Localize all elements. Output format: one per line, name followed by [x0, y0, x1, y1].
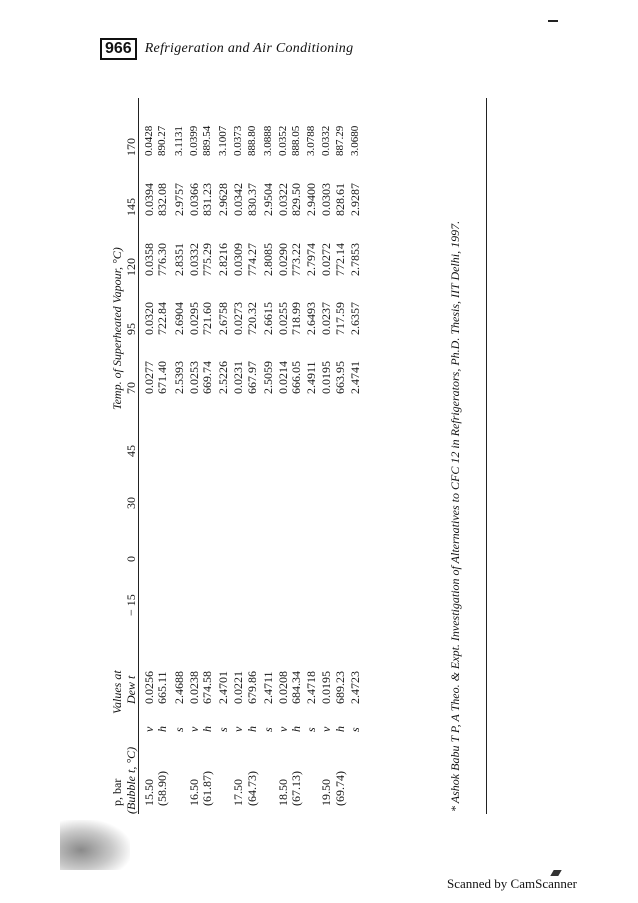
table-row [261, 98, 275, 814]
temp-col-header: 95 [124, 323, 138, 335]
value-145: 0.0303 [319, 183, 333, 216]
bottom-rule [486, 98, 487, 814]
value-145: 829.50 [289, 183, 303, 216]
dew-value: 674.58 [200, 671, 214, 704]
row-pressure: (69.74) [333, 771, 347, 806]
value-120: 2.8351 [172, 243, 186, 276]
temp-col-header: − 15 [124, 594, 138, 616]
value-70: 663.95 [333, 361, 347, 394]
row-property: h [200, 726, 214, 732]
value-120: 0.0290 [276, 243, 290, 276]
dew-value: 0.0256 [142, 671, 156, 704]
value-70: 0.0214 [276, 361, 290, 394]
table-row [172, 98, 186, 814]
dew-value: 2.4701 [216, 671, 230, 704]
table-row [348, 98, 362, 814]
row-pressure: (67.13) [289, 771, 303, 806]
dew-value: 0.0195 [319, 671, 333, 704]
value-170: 3.0888 [262, 125, 274, 156]
value-120: 2.7974 [304, 243, 318, 276]
dew-value: 0.0208 [276, 671, 290, 704]
value-170: 0.0373 [232, 125, 244, 156]
col-header-values-at: Values at [110, 670, 124, 714]
row-pressure: 17.50 [231, 779, 245, 806]
table-row [289, 98, 303, 814]
value-145: 830.37 [245, 183, 259, 216]
value-170: 888.80 [246, 125, 258, 156]
value-170: 0.0332 [320, 125, 332, 156]
col-header-p: p, bar [110, 778, 124, 806]
row-property: s [172, 727, 186, 732]
dew-value: 0.0221 [231, 671, 245, 704]
value-145: 2.9400 [304, 183, 318, 216]
row-property: v [276, 726, 290, 732]
temp-col-header: 70 [124, 382, 138, 394]
value-70: 669.74 [200, 361, 214, 394]
value-145: 2.9757 [172, 183, 186, 216]
dew-value: 2.4718 [304, 671, 318, 704]
row-pressure: 19.50 [319, 779, 333, 806]
row-property: v [319, 726, 333, 732]
value-70: 2.4911 [304, 361, 318, 394]
col-header-bubble: (Bubble t, °C) [124, 746, 138, 814]
value-120: 773.22 [289, 243, 303, 276]
dew-value: 689.23 [333, 671, 347, 704]
table-row [276, 98, 290, 814]
row-property: h [333, 726, 347, 732]
col-header-dew: Dew t [124, 675, 138, 704]
dew-value: 2.4711 [261, 671, 275, 704]
value-95: 720.32 [245, 302, 259, 335]
value-120: 0.0272 [319, 243, 333, 276]
value-95: 2.6357 [348, 302, 362, 335]
value-95: 2.6904 [172, 302, 186, 335]
value-145: 832.08 [155, 183, 169, 216]
table-row [231, 98, 245, 814]
table-row [304, 98, 318, 814]
value-120: 0.0309 [231, 243, 245, 276]
table-row [142, 98, 156, 814]
value-170: 3.0680 [349, 125, 361, 156]
value-95: 717.59 [333, 302, 347, 335]
value-70: 671.40 [155, 361, 169, 394]
value-120: 772.14 [333, 243, 347, 276]
value-145: 0.0322 [276, 183, 290, 216]
value-170: 0.0428 [143, 125, 155, 156]
value-170: 3.0788 [305, 125, 317, 156]
dew-value: 665.11 [155, 671, 169, 704]
value-70: 2.4741 [348, 361, 362, 394]
value-95: 718.99 [289, 302, 303, 335]
temp-col-header: 0 [124, 556, 138, 562]
table-row [216, 98, 230, 814]
row-property: v [231, 726, 245, 732]
value-70: 0.0231 [231, 361, 245, 394]
col-header-superheat: Temp. of Superheated Vapour, °C) [110, 247, 124, 410]
row-property: s [348, 727, 362, 732]
row-pressure: (64.73) [245, 771, 259, 806]
value-170: 0.0352 [277, 125, 289, 156]
value-170: 887.29 [334, 125, 346, 156]
value-145: 831.23 [200, 183, 214, 216]
value-95: 721.60 [200, 302, 214, 335]
value-145: 2.9628 [216, 183, 230, 216]
value-170: 3.1007 [217, 125, 229, 156]
value-120: 774.27 [245, 243, 259, 276]
value-120: 2.8085 [261, 243, 275, 276]
row-pressure: 15.50 [142, 779, 156, 806]
dew-value: 679.86 [245, 671, 259, 704]
value-145: 0.0342 [231, 183, 245, 216]
temp-col-header: 120 [124, 258, 138, 276]
value-170: 0.0399 [188, 125, 200, 156]
value-120: 0.0332 [187, 243, 201, 276]
table-row [333, 98, 347, 814]
value-70: 2.5393 [172, 361, 186, 394]
dew-value: 0.0238 [187, 671, 201, 704]
value-120: 2.8216 [216, 243, 230, 276]
dew-value: 2.4688 [172, 671, 186, 704]
value-70: 2.5059 [261, 361, 275, 394]
value-70: 0.0277 [142, 361, 156, 394]
page-number: 966 [100, 38, 137, 60]
value-120: 2.7853 [348, 243, 362, 276]
value-70: 2.5226 [216, 361, 230, 394]
value-70: 0.0195 [319, 361, 333, 394]
row-property: v [187, 726, 201, 732]
dew-value: 2.4723 [348, 671, 362, 704]
value-95: 0.0273 [231, 302, 245, 335]
row-property: s [261, 727, 275, 732]
value-70: 666.05 [289, 361, 303, 394]
temp-col-header: 45 [124, 445, 138, 457]
footnote: * Ashok Babu T P, A Theo. & Expt. Investigation of Alternatives to CFC 12 in Refrigerators, Ph.D. Thesis, IIT Delhi, 1997. [448, 220, 462, 812]
table-row [155, 98, 169, 814]
scanner-watermark: Scanned by CamScanner [447, 876, 577, 891]
table-row [200, 98, 214, 814]
value-95: 0.0255 [276, 302, 290, 335]
scan-mark [548, 20, 558, 22]
temp-col-header: 170 [124, 138, 138, 156]
value-95: 2.6615 [261, 302, 275, 335]
value-170: 888.05 [290, 125, 302, 156]
row-pressure: 18.50 [276, 779, 290, 806]
value-70: 0.0253 [187, 361, 201, 394]
value-95: 2.6758 [216, 302, 230, 335]
value-170: 3.1131 [173, 126, 185, 156]
value-95: 0.0237 [319, 302, 333, 335]
value-145: 828.61 [333, 183, 347, 216]
row-property: s [304, 727, 318, 732]
temp-col-header: 30 [124, 497, 138, 509]
table-row [187, 98, 201, 814]
value-95: 0.0320 [142, 302, 156, 335]
value-95: 722.84 [155, 302, 169, 335]
dew-value: 684.34 [289, 671, 303, 704]
row-property: h [245, 726, 259, 732]
value-145: 0.0366 [187, 183, 201, 216]
value-145: 0.0394 [142, 183, 156, 216]
value-170: 889.54 [201, 125, 213, 156]
row-pressure: (61.87) [200, 771, 214, 806]
value-145: 2.9287 [348, 183, 362, 216]
table-row [319, 98, 333, 814]
row-pressure: (58.90) [155, 771, 169, 806]
running-title: Refrigeration and Air Conditioning [144, 41, 354, 56]
value-70: 667.97 [245, 361, 259, 394]
page-header [100, 38, 353, 60]
value-120: 776.30 [155, 243, 169, 276]
temp-col-header: 145 [124, 198, 138, 216]
value-120: 0.0358 [142, 243, 156, 276]
table-row [245, 98, 259, 814]
value-95: 2.6493 [304, 302, 318, 335]
row-pressure: 16.50 [187, 779, 201, 806]
row-property: h [155, 726, 169, 732]
value-145: 2.9504 [261, 183, 275, 216]
scan-shadow [60, 820, 130, 870]
value-170: 890.27 [156, 125, 168, 156]
value-95: 0.0295 [187, 302, 201, 335]
row-property: h [289, 726, 303, 732]
value-120: 775.29 [200, 243, 214, 276]
row-property: v [142, 726, 156, 732]
row-property: s [216, 727, 230, 732]
